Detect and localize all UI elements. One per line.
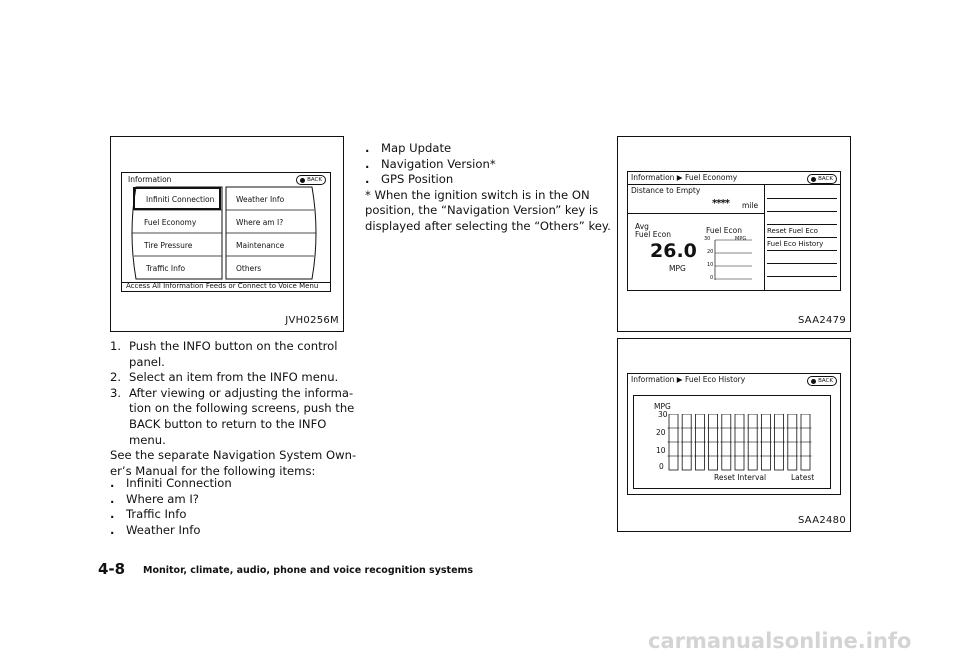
screen-title: Information ▶ Fuel Economy xyxy=(631,173,738,182)
figure-info-menu xyxy=(110,136,344,332)
page-number: 4-8 xyxy=(98,560,126,578)
step-text: tion on the following screens, push the xyxy=(129,401,355,416)
y-tick-label: 0 xyxy=(659,462,664,471)
step-text: Push the INFO button on the control xyxy=(129,339,338,353)
step-text: BACK button to return to the INFO xyxy=(129,417,327,431)
history-bars xyxy=(666,414,816,471)
gauge-tick-label: 20 xyxy=(707,249,714,255)
y-tick-label: 10 xyxy=(656,446,666,455)
avg-unit: MPG xyxy=(669,264,686,273)
step-text: After viewing or adjusting the informa- xyxy=(129,385,354,400)
y-axis-unit: MPG xyxy=(654,402,671,411)
back-icon xyxy=(811,379,816,384)
section-divider xyxy=(628,213,764,214)
step-number: 1. xyxy=(110,339,122,353)
distance-to-empty-value: **** xyxy=(712,198,729,209)
fuel-eco-history-screen xyxy=(627,373,841,495)
step-text: panel. xyxy=(129,354,165,369)
info-menu-screen xyxy=(121,172,331,292)
back-label: BACK xyxy=(307,177,322,183)
reset-interval-label: Reset Interval xyxy=(714,473,767,482)
y-tick-label: 20 xyxy=(656,428,666,437)
avg-label-2: Fuel Econ xyxy=(635,230,671,239)
bullet-item: . Weather Info xyxy=(110,522,201,537)
menu-list xyxy=(767,186,837,277)
menu-item-where-am-i[interactable]: Where am I? xyxy=(236,218,284,227)
back-button[interactable] xyxy=(296,175,326,185)
fuel-econ-gauge xyxy=(700,236,756,282)
menu-item-traffic-info[interactable]: Traffic Info xyxy=(146,264,186,273)
watermark-logo: carmanualsonline.info xyxy=(648,629,912,653)
figure-fuel-economy xyxy=(617,136,851,332)
y-tick-label: 30 xyxy=(658,410,668,419)
figure-caption: SAA2480 xyxy=(797,515,846,526)
menu-item-infiniti-connection[interactable]: Infiniti Connection xyxy=(146,195,215,204)
gauge-label: Fuel Econ xyxy=(706,226,742,235)
menu-item-maintenance[interactable]: Maintenance xyxy=(236,241,285,250)
note-text: * When the ignition switch is in the ON xyxy=(365,187,590,202)
bullet-item: . Where am I? xyxy=(110,491,199,506)
section-title: Monitor, climate, audio, phone and voice recognition systems xyxy=(143,565,474,576)
back-button[interactable] xyxy=(807,376,837,386)
bullet-item: . Traffic Info xyxy=(110,507,187,522)
bullet-item: . Navigation Version* xyxy=(365,156,496,171)
back-icon xyxy=(300,178,305,183)
menu-item-fuel-economy[interactable]: Fuel Economy xyxy=(144,218,197,227)
gauge-tick-label: 30 xyxy=(704,236,711,242)
avg-label: Avg xyxy=(635,222,649,231)
menu-item-tire-pressure[interactable]: Tire Pressure xyxy=(144,241,193,250)
step-text: Select an item from the INFO menu. xyxy=(129,370,339,385)
reset-fuel-eco-button[interactable]: Reset Fuel Eco xyxy=(767,225,837,238)
title-divider xyxy=(628,184,840,185)
bullet-item: . Infiniti Connection xyxy=(110,476,232,490)
back-label: BACK xyxy=(818,176,833,182)
note-text: displayed after selecting the “Others” key. xyxy=(365,219,611,233)
gauge-tick-label: 0 xyxy=(710,275,714,281)
figure-caption: SAA2479 xyxy=(797,315,846,326)
screen-title: Information xyxy=(128,175,172,184)
back-label: BACK xyxy=(818,378,833,384)
gauge-unit: MPG xyxy=(735,236,747,242)
gauge-tick-label: 10 xyxy=(707,262,714,268)
avg-fuel-econ-value: 26.0 xyxy=(650,240,697,262)
back-icon xyxy=(811,177,816,182)
paragraph-text: See the separate Navigation System Own- xyxy=(110,448,357,463)
menu-item-others[interactable]: Others xyxy=(236,264,262,273)
step-number: 3. xyxy=(110,385,122,400)
fuel-eco-history-button[interactable]: Fuel Eco History xyxy=(767,238,837,251)
bullet-item: . Map Update xyxy=(365,141,452,155)
step-number: 2. xyxy=(110,370,122,385)
distance-to-empty-label: Distance to Empty xyxy=(631,186,701,195)
bullet-item: . GPS Position xyxy=(365,172,454,187)
screen-title: Information ▶ Fuel Eco History xyxy=(631,375,746,384)
voice-menu-bar[interactable]: Access All Information Feeds or Connect to Voice Menu xyxy=(126,282,319,290)
figure-fuel-eco-history xyxy=(617,338,851,532)
figure-caption: JVH0256M xyxy=(285,315,339,326)
latest-label: Latest xyxy=(791,473,815,482)
step-text: menu. xyxy=(129,432,166,447)
note-text: position, the “Navigation Version” key is xyxy=(365,203,599,218)
fuel-economy-screen xyxy=(627,171,841,291)
menu-item-weather-info[interactable]: Weather Info xyxy=(236,195,285,204)
right-panel-divider xyxy=(764,184,765,290)
distance-unit: mile xyxy=(742,201,759,210)
back-button[interactable] xyxy=(807,174,837,184)
paragraph-text: er’s Manual for the following items: xyxy=(110,463,316,478)
